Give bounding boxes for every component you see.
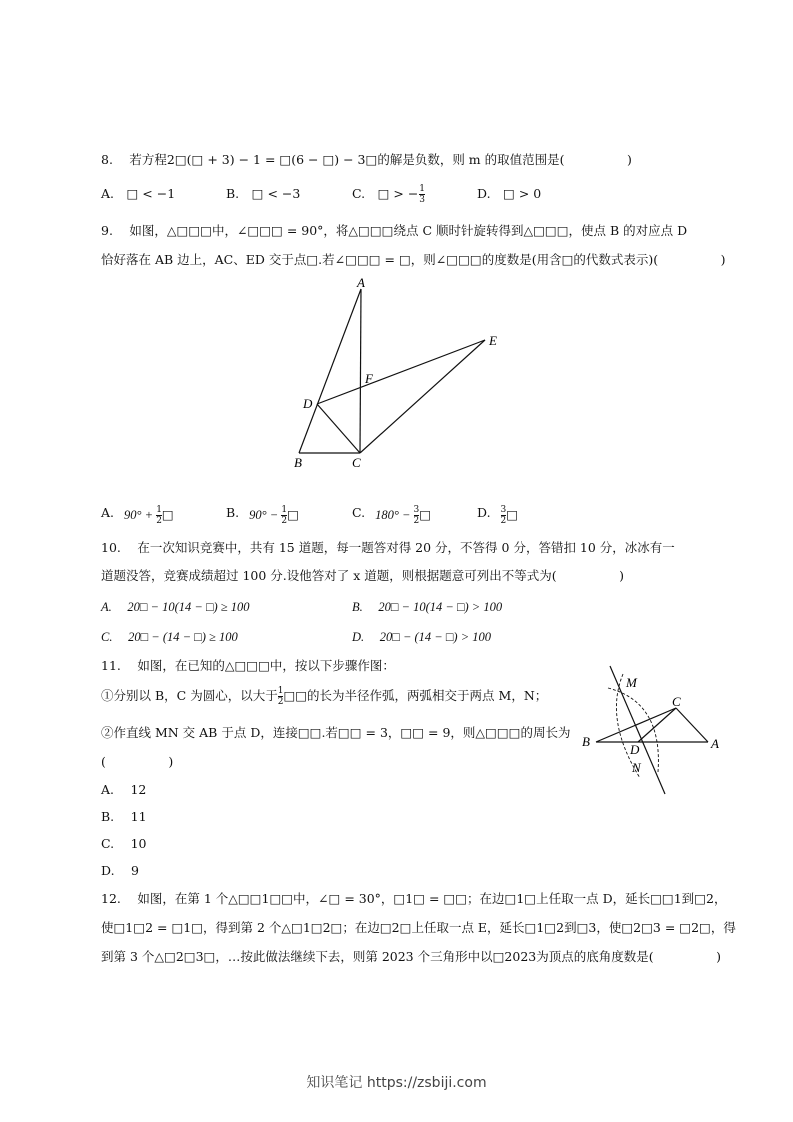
q10-line2: 道题没答，竞赛成绩超过 100 分.设他答对了 x 道题，则根据题意可列出不等式为( ) (101, 568, 625, 583)
q9-figure-lines (299, 289, 485, 453)
segment-ac (360, 289, 361, 453)
fraction-numerator: 1 (277, 686, 284, 696)
q10-option-a: A. 20□ − 10(14 − □) ≥ 100 (101, 600, 250, 614)
q8-stem: 8. 若方程2□(□ + 3) − 1 = □(6 − □) − 3□的解是负数，则 m 的取值范围是( ) (101, 152, 632, 167)
option-letter: D. (477, 505, 491, 520)
option-letter: C. (352, 505, 366, 520)
option-letter: B. (226, 505, 240, 520)
q12-line3: 到第 3 个△□2□3□，…按此做法继续下去，则第 2023 个三角形中以□2023为顶点的底角度数是( ) (101, 949, 721, 964)
option-post: □ (506, 507, 519, 522)
label-f: F (365, 371, 373, 386)
segment-de (317, 340, 485, 404)
label-a: A (357, 275, 365, 290)
label-b: B (582, 734, 590, 749)
label-d: D (303, 396, 313, 411)
fraction-numerator: 1 (419, 184, 426, 194)
segment-cd (638, 708, 676, 742)
segment-ab (299, 289, 361, 453)
fraction-numerator: 3 (500, 505, 507, 515)
label-n: N (632, 760, 641, 775)
q11-line3: ②作直线 MN 交 AB 于点 D，连接□□.若□□ = 3，□□ = 9，则△□□□的周长为 (101, 725, 571, 740)
q9-option-a (101, 505, 174, 526)
option-pre: 90° − (249, 508, 282, 522)
q10-option-b: B. 20□ − 10(14 − □) > 100 (352, 600, 503, 614)
q11-figure (578, 660, 728, 800)
fraction-numerator: 3 (413, 505, 420, 515)
q8-option-b: B. □ < −3 (226, 186, 301, 201)
segment-ca (676, 708, 708, 742)
q9-option-d (477, 505, 518, 526)
q10-option-d: D. 20□ − (14 − □) > 100 (352, 630, 492, 644)
label-c: C (352, 455, 361, 470)
fraction-denominator: 2 (156, 516, 162, 526)
q10-option-c: C. 20□ − (14 − □) ≥ 100 (101, 630, 238, 644)
label-a: A (711, 736, 719, 751)
q11-option-a: A. 12 (101, 782, 147, 797)
q11-figure-lines (596, 666, 708, 794)
label-d: D (630, 742, 640, 757)
q9-line2: 恰好落在 AB 边上，AC、ED 交于点□.若∠□□□ = □，则∠□□□的度数是(用含□的代数式表示)( ) (101, 252, 726, 267)
option-post: □ (161, 507, 174, 522)
q10-line1: 10. 在一次知识竞赛中，共有 15 道题，每一题答对得 20 分，不答得 0 分，答错扣 10 分，冰冰有一 (101, 540, 675, 555)
option-pre: 90° + (124, 508, 157, 522)
q11-line2-pre: ①分别以 B，C 为圆心，以大于 (101, 688, 278, 703)
label-c: C (672, 694, 681, 709)
q11-option-d: D. 9 (101, 863, 139, 878)
q12-line2: 使□1□2 = □1□，得到第 2 个△□1□2□；在边□2□上任取一点 E，延长□1□2到□3，使□2□3 = □2□，得 (101, 920, 736, 935)
segment-ce (360, 340, 485, 453)
fraction-denominator: 3 (419, 195, 426, 205)
q9-figure (280, 275, 520, 475)
q11-line1: 11. 如图，在已知的△□□□中，按以下步骤作图： (101, 658, 395, 673)
q9-option-c (352, 505, 431, 526)
option-pre: 180° − (375, 508, 414, 522)
q8-option-d: D. □ > 0 (477, 186, 542, 201)
q8-option-c (352, 184, 425, 205)
fraction-numerator: 1 (156, 505, 162, 515)
footer-watermark: 知识笔记 https://zsbiji.com (306, 1075, 487, 1091)
fraction-denominator: 2 (281, 516, 288, 526)
q8-option-c-text: C. □ > − (352, 186, 419, 201)
segment-bc (596, 708, 676, 742)
q8-option-c-fraction (419, 184, 425, 205)
q12-line1: 12. 如图，在第 1 个△□□1□□中，∠□ = 30°，□1□ = □□；在边□1□上任取一点 D，延长□□1到□2， (101, 891, 727, 906)
option-post: □ (419, 507, 432, 522)
option-letter: A. (101, 505, 115, 520)
fraction-numerator: 1 (281, 505, 288, 515)
q11-line2 (101, 686, 547, 707)
label-m: M (626, 675, 637, 690)
q8-option-a: A. □ < −1 (101, 186, 176, 201)
fraction-denominator: 2 (413, 516, 420, 526)
q9-option-b (226, 505, 299, 526)
q11-option-b: B. 11 (101, 809, 147, 824)
q11-line4: ( ) (101, 754, 174, 769)
label-b: B (294, 455, 302, 470)
option-post: □ (287, 507, 299, 522)
q9-line1: 9. 如图，△□□□中，∠□□□ = 90°，将△□□□绕点 C 顺时针旋转得到△□□□，使点 B 的对应点 D (101, 223, 688, 238)
q11-option-c: C. 10 (101, 836, 147, 851)
segment-dc (317, 404, 360, 453)
label-e: E (489, 333, 497, 348)
fraction-denominator: 2 (500, 516, 507, 526)
fraction-denominator: 2 (277, 697, 284, 707)
q11-line2-post: □□的长为半径作弧，两弧相交于两点 M，N； (283, 688, 548, 703)
